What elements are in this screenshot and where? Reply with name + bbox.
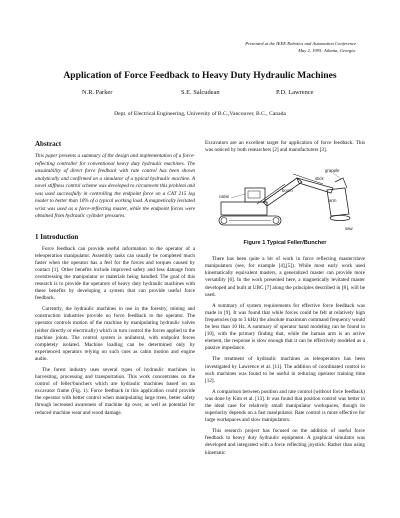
figure-label-grapple: grapple	[325, 168, 340, 174]
conference-note-line-2: May 2, 1995: Atlanta, Georgia.	[298, 47, 356, 53]
figure-label-saw: saw	[345, 226, 353, 232]
author-3: P.D. Lawrence	[276, 89, 314, 96]
grapple-arms	[335, 178, 347, 188]
boom-cylinder	[257, 184, 285, 204]
track-wheel	[221, 218, 227, 224]
left-column	[35, 140, 195, 421]
affiliation: Dept. of Electrical Engineering, University of B.C.,Vancouver, B.C., Canada	[114, 111, 286, 117]
figure-label-cabin: cabin	[219, 194, 230, 200]
track-wheel	[273, 218, 279, 224]
author-list	[0, 89, 400, 99]
saw-disc	[330, 216, 350, 221]
label-leader	[231, 194, 245, 198]
paper-title: Application of Force Feedback to Heavy Duty Hydraulic Machines	[63, 70, 337, 81]
right-column	[205, 140, 365, 461]
abstract-text: This paper presents a summary of the design and implementation of a force-reflecting controller for conventional heavy duty hydraulic machines. The unsuitability of direct force feedback with rate control has been shown analytically and confirmed on a simulator of a typical hydraulic machine. A novel stiffness control scheme was developed to circumvent this problem and was used successfully in controlling the endpoint force on a CAT 215 log loader to better than 10% of a typical working load. A magnetically levitated wrist was used as a force-reflecting master, while the endpoint forces were obtained from hydraulic cylinder pressures.	[35, 153, 195, 219]
feller-buncher-drawing	[205, 158, 365, 238]
label-leader	[333, 173, 341, 179]
right-paragraph: A summary of system requirements for effective force feedback was made in [9]. It was found that while forces could be felt at relatively high frequencies (up to 3 kHz) the absolute maximum command frequency would be less than 10 Hz. A summary of operator hand modeling can be found in [10], with the primary finding that, while the human arm is an active element, the response is slow enough that it can be effectively modeled as a passive impedance.	[205, 302, 365, 352]
figure-label-stick: stick	[315, 176, 324, 182]
intro-paragraph: The forest industry uses several types of hydraulic machines in harvesting, processing and transportation. This work concentrates on the control of feller/bunchers which are hydraulic machines based on an excavator frame (Fig. 1). Force feedback in this application could provide the operator with better control when manipulating large trees, better safety through increased awareness of machine tip over, as well as potential for reduced machine wear and wood damage.	[35, 367, 195, 416]
conference-note	[156, 41, 356, 54]
right-paragraph-top: Excavators are an excellent target for application of force feedback. This was noticed by both researchers [2] and manufacturers [3].	[205, 140, 365, 154]
right-paragraph: There has been quite a bit of work in force reflecting master/slave manipulators (see, for example [4],[5]). While most early work used kinematically equivalent masters, a generalized master can provide more versatility [6]. In the work presented here, a magnetically levitated master developed and built at UBC [7] along the principles described in [8], will be used.	[205, 256, 365, 298]
author-2: S.E. Salcudean	[181, 89, 220, 96]
figure-caption: Figure 1 Typical Feller/Buncher	[243, 240, 327, 247]
author-1: N.R. Parker	[82, 89, 113, 96]
right-paragraph: The treatment of hydraulic machines as teleoperators has been investigated by Lawrence et al. [11]. The addition of coordinated control to such machines was found to be useful in reducing operator training time [12].	[205, 356, 365, 384]
right-paragraph: This research project has focused on the addition of useful force feedback to heavy duty hydraulic equipment. A graphical simulator was developed and integrated with a force reflecting joystick. Rather than using kinematic	[205, 428, 365, 456]
cabin-window	[248, 191, 260, 198]
abstract-heading: Abstract	[35, 140, 62, 148]
right-paragraph: A comparison between position and rate control (without force feedback) was done by Kim et al. [13]. It was found that position control was better in the ideal case for relatively small manipulator workspaces, though its superiority depends on a fast manipulator. Rate control is more effective for large workspaces and slow manipulators.	[205, 388, 365, 424]
machine-body	[221, 202, 267, 215]
figure-label-boom: boom	[282, 188, 293, 194]
intro-heading: 1 Introduction	[35, 232, 79, 241]
intro-paragraph: Currently, the hydraulic machines in use in the forestry, mining and construction industries provide no force feedback to the operator. The operator controls motion of the machine by manipulating hydraulic valves (either directly or electrically) which in turn control the forces applied to the machine joints. The control system is unilateral, with endpoint forces completely isolated. Machine loading can be determined only by experienced operators relying on such cues as cabin motion and engine audio.	[35, 306, 195, 362]
feller-buncher-figure	[205, 158, 365, 238]
intro-paragraph: Force feedback can provide useful information to the operator of a teleoperation manipulator. Assembly tasks can usually be completed much faster when the operator has a feel for the forces and torques caused by contact [1]. Other benefits include improved safety and less damage from overstressing the manipulator or materials being handled. The goal of this research is to provide the operators of heavy duty hydraulic machines with these benefits by developing a system that can provide useful force feedback.	[35, 245, 195, 302]
conference-note-line-1: Presented at the IEEE Robotics and Automation Conference	[245, 41, 356, 46]
figure-label-arm: arm	[329, 198, 337, 204]
